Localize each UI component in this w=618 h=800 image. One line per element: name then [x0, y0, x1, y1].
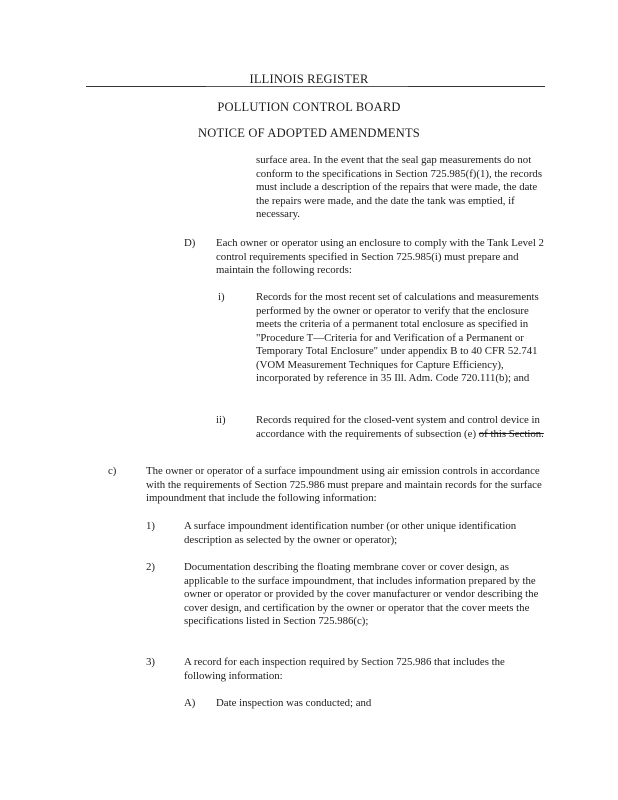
item-c3A-label: A): [184, 697, 196, 709]
item-Dii-struck: of this Section.: [478, 427, 544, 440]
item-D-label: D): [184, 237, 196, 249]
item-Di-text: Records for the most recent set of calculations and measurements performed by the owner or operator to verify that the enclosure meets the criteria of a permanent total enclosure as specified in "Procedure T—Criteria for and Verification of a Permanent or Temporary Total Enclosure" under appendix B to 40 CFR 52.741 (VOM Measurement Techniques for Capture Efficiency), incorporated by reference in 35 Ill. Adm. Code 720.111(b); and: [256, 291, 539, 384]
item-c2-label: 2): [146, 561, 155, 573]
item-Dii-main: Records required for the closed-vent system and control device in accordance with the requirements of subsection (e): [256, 414, 540, 440]
item-c1-text: A surface impoundment identification number (or other unique identification description as selected by the owner or operator);: [184, 520, 517, 546]
item-c-text: The owner or operator of a surface impoundment using air emission controls in accordance with the requirements of Section 725.986 must prepare and maintain records for the surface impoundment that include the following information:: [146, 465, 542, 504]
item-D-text: Each owner or operator using an enclosure to comply with the Tank Level 2 control requirements specified in Section 725.985(i) must prepare and maintain the following records:: [216, 237, 544, 276]
item-Dii-text: [256, 414, 546, 441]
item-Dii-label: ii): [216, 414, 226, 426]
notice-title: NOTICE OF ADOPTED AMENDMENTS: [198, 126, 420, 140]
register-title: ILLINOIS REGISTER: [249, 72, 369, 86]
continued-paragraph: surface area. In the event that the seal gap measurements do not conform to the specifications in Section 725.985(f)(1), the records must include a description of the repairs that were made, the date the repairs were made, and the date the tank was emptied, if necessary.: [256, 154, 543, 220]
item-Di-label: i): [218, 291, 225, 303]
item-c3-label: 3): [146, 656, 155, 668]
item-c2-text: Documentation describing the floating membrane cover or cover design, as applicable to the surface impoundment, that includes information prepared by the owner or operator or provided by the cover manufacturer or vendor describing the cover design, and certification by the owner or operator that the cover meets the specifications listed in Section 725.986(c);: [184, 561, 539, 627]
item-c-label: c): [108, 465, 117, 477]
item-c3-text: A record for each inspection required by Section 725.986 that includes the following information:: [184, 656, 505, 682]
item-c3A-text: Date inspection was conducted; and: [216, 697, 372, 709]
board-title: POLLUTION CONTROL BOARD: [217, 100, 401, 114]
item-c1-label: 1): [146, 520, 155, 532]
